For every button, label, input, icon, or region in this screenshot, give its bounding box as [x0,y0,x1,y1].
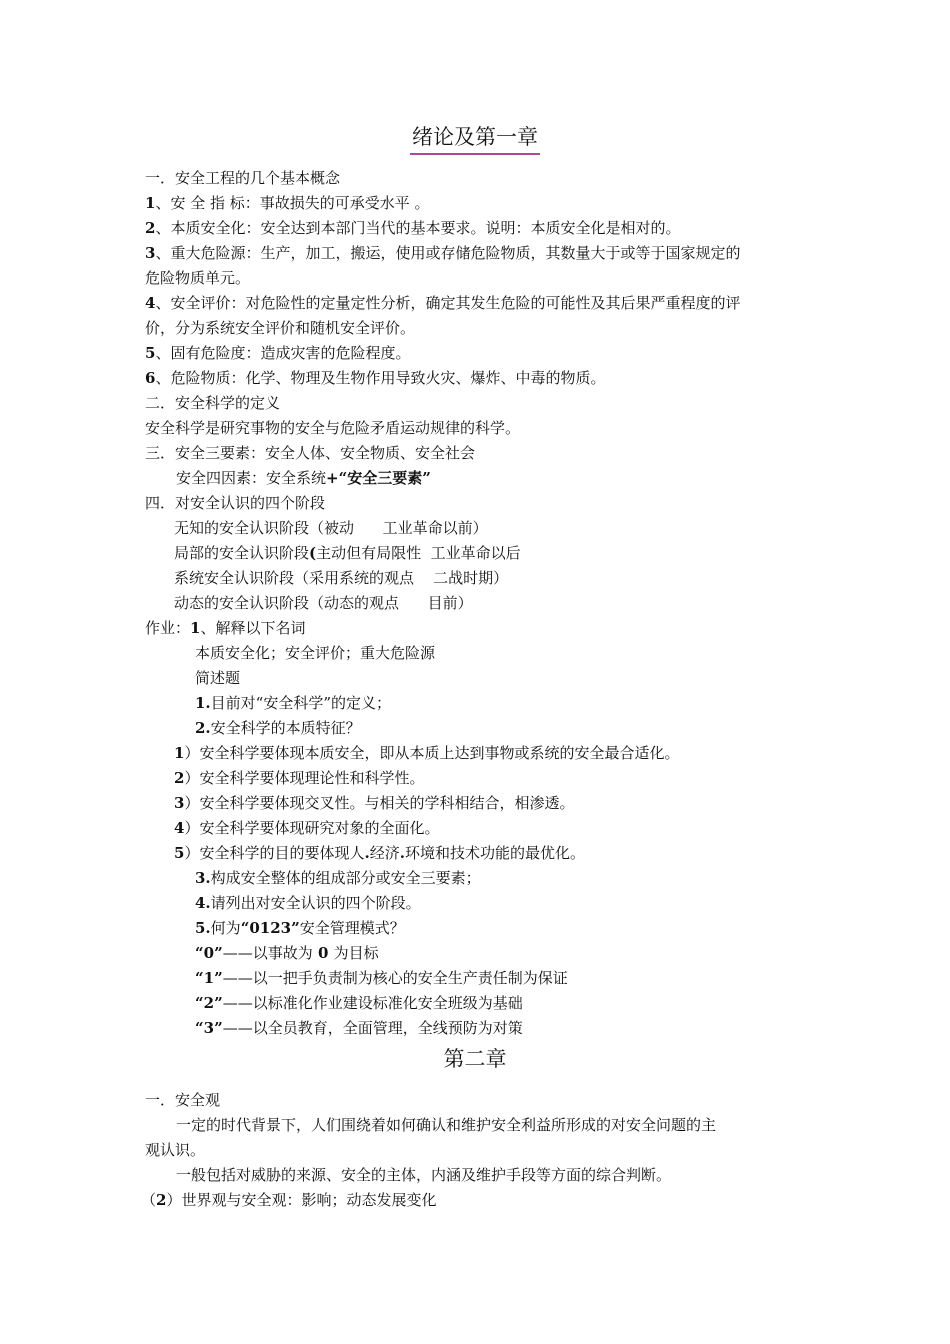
text-part: +“安全三要素” [326,469,431,487]
text-part: ）安全科学的目的要体现人 [184,844,365,862]
text-part: ( [309,544,317,562]
item-number: 4 [145,294,156,312]
text-part: ）世界观与安全观：影响；动态发展变化 [166,1191,437,1209]
item-text: ）安全科学要体现交叉性。与相关的学科相结合，相渗透。 [184,794,575,812]
item-number: 1 [190,619,201,637]
item-number: 3. [195,869,211,887]
item-number: 5 [174,844,185,862]
text-part: ——以事故为 [222,944,313,962]
text-part: . [399,844,405,862]
paragraph [141,1190,436,1210]
text-part: 主动但有局限性 工业革命以后 [316,544,521,562]
text-part: ——以全员教育，全面管理，全线预防为对策 [222,1019,523,1037]
model-line [195,993,523,1013]
chapter-title [0,122,950,155]
item-number: 1 [145,194,156,212]
text-part: 作业： [145,619,191,637]
text-part: 环境和技术功能的最优化。 [404,844,585,862]
question-line [195,718,361,738]
text-part: 经济 [369,844,400,862]
item-text: 、固有危险度：造成灾害的危险程度。 [155,344,411,362]
homework-line: 简述题 [195,669,241,687]
item-number: 4. [195,894,211,912]
text-part: “1” [195,969,223,987]
item-number: 2 [174,769,185,787]
item-text: 构成安全整体的组成部分或安全三要素； [210,869,481,887]
text-part: “0123” [240,919,300,937]
item-text: 、危险物质：化学、物理及生物作用导致火灾、爆炸、中毒的物质。 [155,369,606,387]
item-number: 6 [145,369,156,387]
text-part: 安全管理模式？ [299,919,405,937]
item-number: 3 [174,794,185,812]
item-number: 1 [174,744,185,762]
answer-line [174,843,585,863]
item-text: 、重大危险源：生产，加工，搬运，使用或存储危险物质，其数量大于或等于国家规定的 [155,244,741,262]
definition-line [145,243,740,263]
section-heading: 一．安全观 [145,1091,221,1109]
item-text: 安全科学的本质特征？ [210,719,361,737]
item-number: 2 [145,219,156,237]
item-text: 请列出对安全认识的四个阶段。 [210,894,421,912]
text-part: ——以标准化作业建设标准化安全班级为基础 [222,994,523,1012]
definition-continuation: 危险物质单元。 [145,269,251,287]
answer-line [174,768,424,788]
question-line [195,893,421,913]
model-line [195,968,568,988]
homework-line: 本质安全化；安全评价；重大危险源 [195,644,436,662]
stage-line: 无知的安全认识阶段（被动 工业革命以前） [174,519,488,537]
paragraph: 一般包括对威胁的来源、安全的主体，内涵及维护手段等方面的综合判断。 [176,1166,672,1184]
text-part: 、解释以下名词 [200,619,306,637]
stage-line: 系统安全认识阶段（采用系统的观点 二战时期） [174,569,509,587]
item-text: ）安全科学要体现理论性和科学性。 [184,769,425,787]
paragraph [176,468,431,488]
chapter-title-text: 绪论及第一章 [410,122,540,155]
definition-line [145,343,410,363]
chapter-title: 第二章 [443,1047,507,1071]
item-text: ）安全科学要体现研究对象的全面化。 [184,819,440,837]
item-number: 2 [156,1191,167,1209]
text-part: 0 [312,944,334,962]
model-line [195,943,379,963]
model-line [195,1018,523,1038]
item-number: 3 [145,244,156,262]
item-number: 1. [195,694,211,712]
question-line [195,918,405,938]
definition-line [145,193,430,213]
item-number: 4 [174,819,185,837]
text-part: “3” [195,1019,223,1037]
item-text: ）安全科学要体现本质安全，即从本质上达到事物或系统的安全最合适化。 [184,744,680,762]
definition-line [145,218,680,238]
item-number: 5. [195,919,211,937]
answer-line [174,743,679,763]
section-heading: 三．安全三要素：安全人体、安全物质、安全社会 [145,444,476,462]
item-text: 、安全评价：对危险性的定量定性分析，确定其发生危险的可能性及其后果严重程度的评 [155,294,741,312]
item-number: 5 [145,344,156,362]
text-part: 安全四因素：安全系统 [176,469,327,487]
item-text: 目前对“安全科学”的定义； [210,694,392,712]
paragraph: 一定的时代背景下，人们围绕着如何确认和维护安全利益所形成的对安全问题的主 [176,1116,717,1134]
item-text: 、安 全 指 标：事故损失的可承受水平 。 [155,194,430,212]
text-part: （ [141,1191,157,1209]
definition-continuation: 价，分为系统安全评价和随机安全评价。 [145,319,416,337]
text-part: . [364,844,370,862]
answer-line [174,818,439,838]
answer-line [174,793,574,813]
question-line [195,693,391,713]
question-line [195,868,481,888]
stage-line: 动态的安全认识阶段（动态的观点 目前） [174,594,473,612]
homework-heading [145,618,305,638]
text-part: 何为 [210,919,241,937]
item-number: 2. [195,719,211,737]
section-heading: 二．安全科学的定义 [145,394,281,412]
definition-line [145,368,605,388]
text-part: “2” [195,994,223,1012]
paragraph-continuation: 观认识。 [145,1141,206,1159]
text-part: “0” [195,944,223,962]
paragraph: 安全科学是研究事物的安全与危险矛盾运动规律的科学。 [145,419,521,437]
text-part: 为目标 [333,944,379,962]
item-text: 、本质安全化：安全达到本部门当代的基本要求。说明：本质安全化是相对的。 [155,219,681,237]
text-part: 局部的安全认识阶段 [174,544,310,562]
stage-line [174,543,521,563]
text-part: ——以一把手负责制为核心的安全生产责任制为保证 [222,969,568,987]
section-heading: 四．对安全认识的四个阶段 [145,494,326,512]
definition-line [145,293,740,313]
section-heading: 一．安全工程的几个基本概念 [145,169,341,187]
